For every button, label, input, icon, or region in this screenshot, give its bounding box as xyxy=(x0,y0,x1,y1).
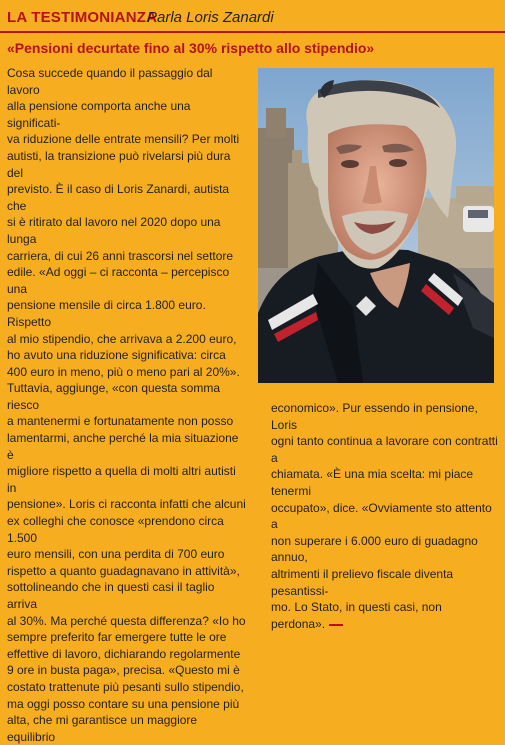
body-line: si è ritirato dal lavoro nel 2020 dopo una lunga xyxy=(7,215,221,246)
body-line: non superare i 6.000 euro di guadagno annuo, xyxy=(271,533,478,565)
body-line: edile. «Ad oggi – ci racconta – percepisco una xyxy=(7,265,230,296)
body-line-last xyxy=(271,599,499,632)
body-line: effettive di lavoro, dichiarando regolarmente xyxy=(7,646,241,661)
body-line: lamentarmi, anche perché la mia situazione è xyxy=(7,431,239,462)
body-line: pensione mensile di circa 1.800 euro. Rispetto xyxy=(7,298,206,329)
body-line: pensione». Loris ci racconta infatti che alcuni xyxy=(7,497,246,512)
body-line: sempre preferito far emergere tutte le ore xyxy=(7,630,227,645)
body-line: ma oggi posso contare su una pensione più xyxy=(7,696,240,711)
body-line: alla pensione comporta anche una significati- xyxy=(7,99,191,130)
body-line: occupato», dice. «Ovviamente sto attento a xyxy=(271,500,492,532)
header-rule xyxy=(0,31,505,33)
body-line: altrimenti il prelievo fiscale diventa pesantissi- xyxy=(271,566,454,598)
body-column-right xyxy=(271,400,499,632)
portrait-photo xyxy=(258,68,494,383)
body-line: sottolineando che in questi casi il taglio arriva xyxy=(7,580,215,611)
body-line: carriera, di cui 26 anni trascorsi nel settore xyxy=(7,248,234,263)
body-column-left xyxy=(7,65,247,745)
body-line: autisti, la transizione può rivelarsi più dura del xyxy=(7,148,231,180)
body-line: costato trattenute più pesanti sullo stipendio, xyxy=(7,679,244,694)
body-line: va riduzione delle entrate mensili? Per molti xyxy=(7,132,240,147)
article-header xyxy=(0,0,505,32)
body-line: ho avuto una riduzione significativa: circa xyxy=(7,348,226,363)
body-line: euro mensili, con una perdita di 700 euro xyxy=(7,547,225,562)
body-line: Cosa succede quando il passaggio dal lavoro xyxy=(7,66,213,97)
body-line: economico». Pur essendo in pensione, Loris xyxy=(271,401,478,432)
body-line: ogni tanto continua a lavorare con contratti a xyxy=(271,434,498,465)
body-line: migliore rispetto a quella di molti altri autisti in xyxy=(7,464,236,495)
byline: Parla Loris Zanardi xyxy=(147,9,274,26)
body-line: a mantenermi e fortunatamente non posso xyxy=(7,414,234,429)
body-line: 400 euro in meno, più o meno pari al 20%». xyxy=(7,364,240,379)
body-line: previsto. È il caso di Loris Zanardi, autista che xyxy=(7,182,230,213)
body-line: rispetto a quanto guadagnavano in attività», xyxy=(7,563,240,578)
body-line: al mio stipendio, che arrivava a 2.200 euro, xyxy=(7,331,237,346)
section-kicker: LA TESTIMONIANZA xyxy=(7,9,158,26)
body-line: Tuttavia, aggiunge, «con questa somma riesco xyxy=(7,381,221,412)
body-line: chiamata. «È una mia scelta: mi piace tenermi xyxy=(271,467,474,498)
body-line: mo. Lo Stato, in questi casi, non perdona». xyxy=(271,600,442,631)
body-line: alta, che mi garantisce un maggiore equilibrio xyxy=(7,713,198,744)
end-mark-icon xyxy=(329,624,343,626)
article-headline: «Pensioni decurtate fino al 30% rispetto allo stipendio» xyxy=(7,40,375,56)
body-line: ex colleghi che conosce «prendono circa 1.500 xyxy=(7,514,224,545)
body-line: 9 ore in busta paga», precisa. «Questo mi è xyxy=(7,663,240,678)
body-line: al 30%. Ma perché questa differenza? «Io ho xyxy=(7,613,246,628)
